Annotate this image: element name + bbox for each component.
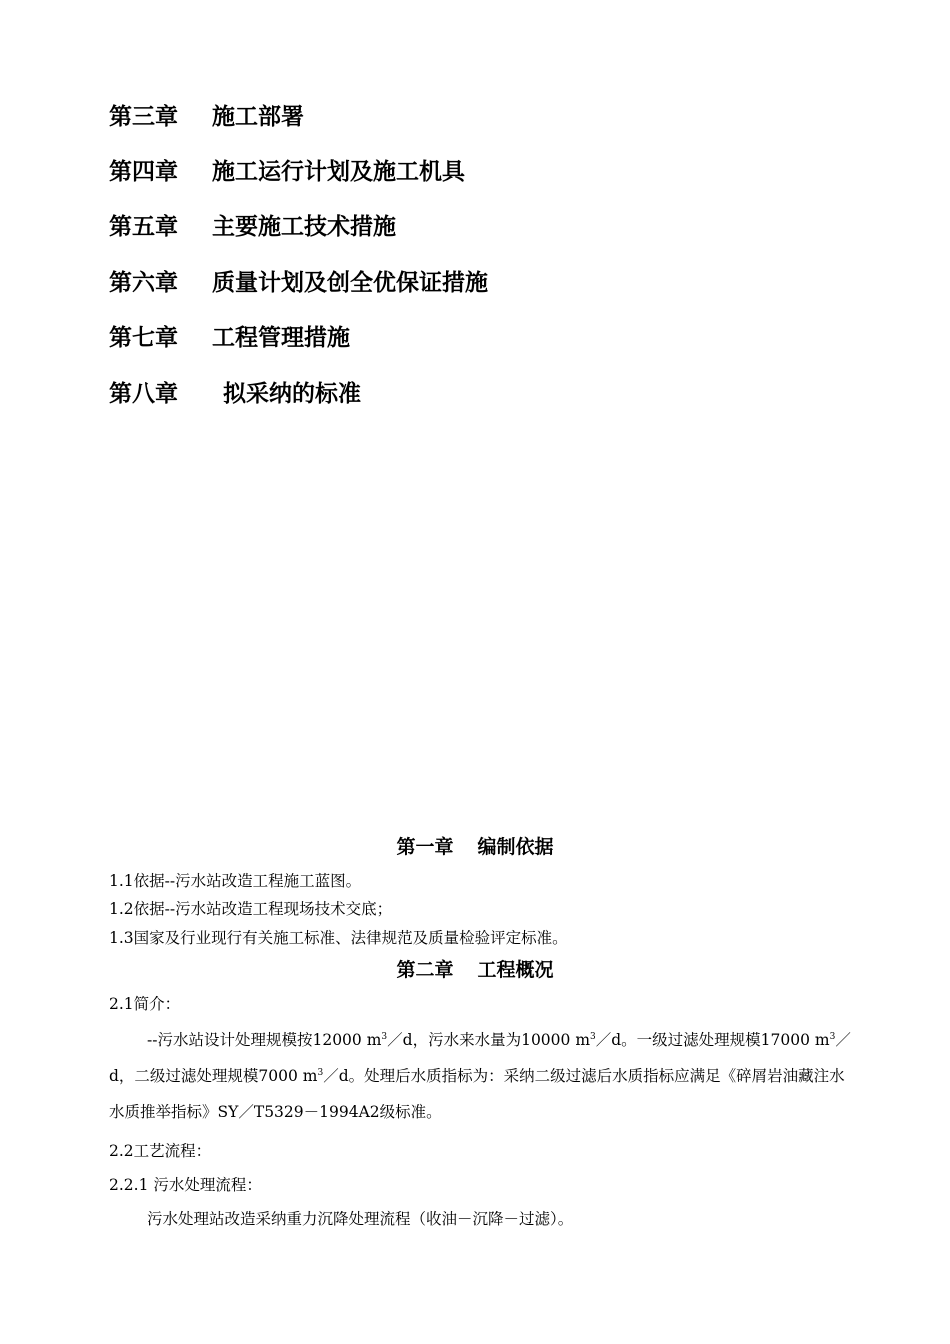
basis-item-3: 1.3国家及行业现行有关施工标准、法律规范及质量检验评定标准。 [109, 929, 568, 947]
superscript-3: 3 [590, 1031, 596, 1042]
chapter-2-heading [0, 957, 950, 983]
basis-item-2: 1.2依据--污水站改造工程现场技术交底； [109, 900, 393, 918]
toc-chapter-title: 主要施工技术措施 [212, 214, 396, 240]
toc-entry-chapter-6 [109, 268, 488, 298]
chapter-1-heading [0, 834, 950, 860]
chapter-title: 编制依据 [477, 836, 554, 858]
overview-text-part: ／d，污水来水量为10000 m [387, 1031, 591, 1049]
section-2-2-heading: 2.2工艺流程： [109, 1142, 212, 1160]
toc-chapter-number: 第六章 [109, 270, 178, 296]
toc-entry-chapter-7 [109, 323, 350, 353]
section-2-1-heading: 2.1简介： [109, 995, 181, 1013]
process-flow-text: 污水处理站改造采纳重力沉降处理流程（收油－沉降－过滤）。 [147, 1210, 574, 1228]
overview-text-part: ／d，二级过滤处理规模7000 m [109, 1031, 851, 1085]
superscript-3: 3 [317, 1067, 324, 1078]
toc-chapter-number: 第七章 [109, 325, 178, 351]
chapter-number: 第二章 [396, 959, 454, 981]
overview-text-part: ／d。一级过滤处理规模17000 m [595, 1031, 830, 1049]
toc-chapter-title: 拟采纳的标准 [223, 381, 361, 407]
overview-text-part: ／d。处理后水质指标为：采纳二级过滤后水质指标应满足《碎屑岩油藏注水水质推举指标》SY／T5329－1994A2级标准。 [109, 1067, 845, 1121]
toc-chapter-number: 第八章 [109, 381, 178, 407]
toc-chapter-number: 第四章 [109, 159, 178, 185]
toc-entry-chapter-4 [109, 157, 465, 187]
toc-chapter-number: 第五章 [109, 214, 178, 240]
toc-entry-chapter-5 [109, 212, 396, 242]
superscript-3: 3 [829, 1031, 836, 1042]
section-2-2-1-heading: 2.2.1 污水处理流程： [109, 1176, 262, 1194]
chapter-title: 工程概况 [477, 959, 554, 981]
toc-chapter-title: 施工部署 [212, 104, 304, 130]
overview-text-part: --污水站设计处理规模按12000 m [147, 1031, 382, 1049]
overview-paragraph [109, 1022, 859, 1130]
toc-chapter-title: 质量计划及创全优保证措施 [212, 270, 488, 296]
chapter-number: 第一章 [396, 836, 454, 858]
basis-item-1: 1.1依据--污水站改造工程施工蓝图。 [109, 872, 362, 890]
toc-entry-chapter-3 [109, 102, 304, 132]
toc-entry-chapter-8 [109, 379, 361, 409]
toc-chapter-title: 施工运行计划及施工机具 [212, 159, 465, 185]
superscript-3: 3 [381, 1031, 388, 1042]
toc-chapter-number: 第三章 [109, 104, 178, 130]
toc-chapter-title: 工程管理措施 [212, 325, 350, 351]
